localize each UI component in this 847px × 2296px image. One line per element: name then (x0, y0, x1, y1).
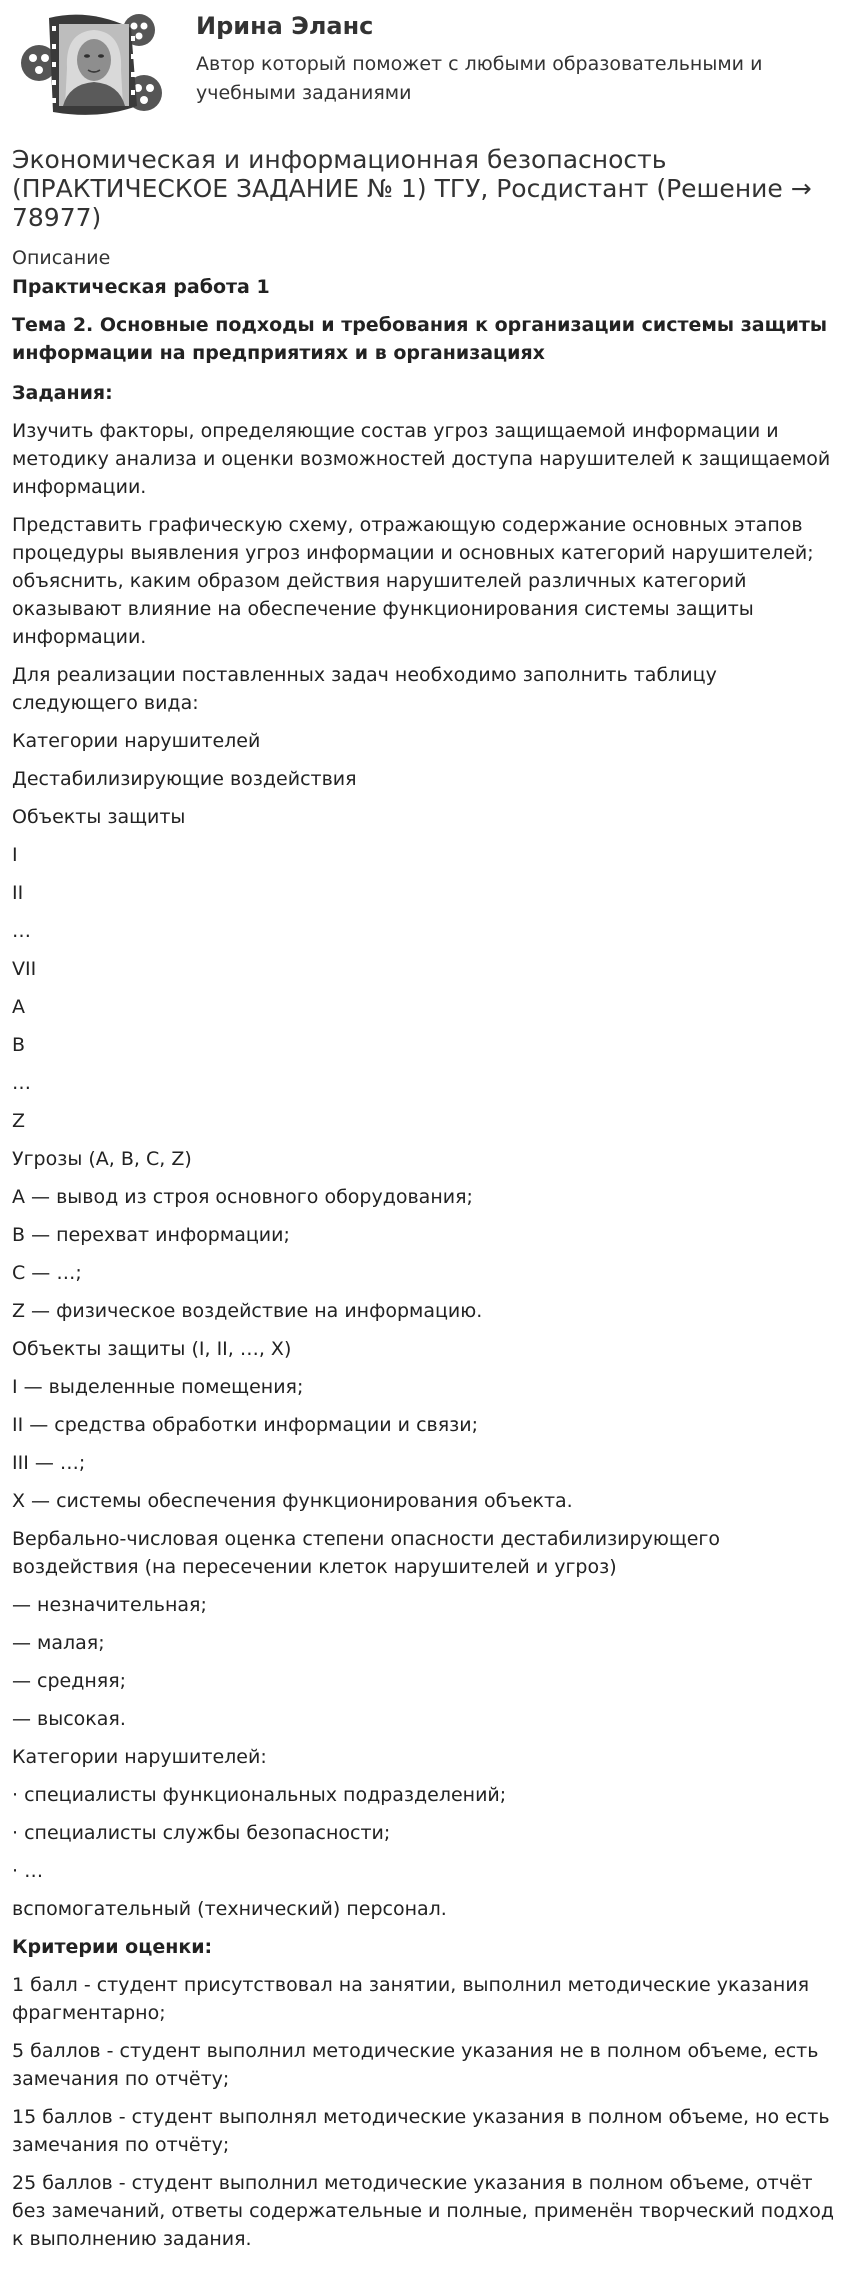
content-paragraph: Дестабилизирующие воздействия (12, 768, 357, 790)
author-avatar (19, 8, 164, 123)
content-paragraph: II — средства обработки информации и связи; (12, 1414, 478, 1436)
content-paragraph: 15 баллов - студент выполнял методические указания в полном объеме, но есть замечания по отчёту; (12, 2106, 830, 2156)
content-paragraph: Объекты защиты (12, 806, 186, 828)
content-paragraph: III — …; (12, 1452, 86, 1474)
content-paragraph: Изучить факторы, определяющие состав угроз защищаемой информации и методику анализа и оценки возможностей доступа нарушителей к защищаемой информации. (12, 420, 831, 498)
content-paragraph: A — вывод из строя основного оборудования; (12, 1186, 473, 1208)
content-paragraph: … (12, 920, 31, 942)
content-paragraph: · специалисты службы безопасности; (12, 1822, 391, 1844)
content-paragraph: — незначительная; (12, 1594, 207, 1616)
content-heading: Критерии оценки: (12, 1936, 213, 1958)
description-content (12, 273, 835, 2253)
document-title: Экономическая и информационная безопасность (ПРАКТИЧЕСКОЕ ЗАДАНИЕ № 1) ТГУ, Росдистант (Решение → 78977) (12, 145, 812, 232)
content-paragraph: — средняя; (12, 1670, 127, 1692)
content-paragraph: X — системы обеспечения функционирования объекта. (12, 1490, 573, 1512)
content-paragraph: Вербально-числовая оценка степени опасности дестабилизирующего воздействия (на пересечении клеток нарушителей и угроз) (12, 1528, 721, 1578)
author-card (12, 0, 835, 125)
content-paragraph: 25 баллов - студент выполнил методические указания в полном объеме, отчёт без замечаний, ответы содержательные и полные, применён творческий подход к выполнению задания. (12, 2172, 834, 2250)
content-paragraph: B (12, 1034, 26, 1056)
content-paragraph: B — перехват информации; (12, 1224, 290, 1246)
content-paragraph: 5 баллов - студент выполнил методические указания не в полном объеме, есть замечания по отчёту; (12, 2040, 819, 2090)
content-paragraph: 1 балл - студент присутствовал на занятии, выполнил методические указания фрагментарно; (12, 1974, 810, 2024)
content-paragraph: I — выделенные помещения; (12, 1376, 304, 1398)
content-paragraph: Z — физическое воздействие на информацию. (12, 1300, 483, 1322)
content-paragraph: · специалисты функциональных подразделений; (12, 1784, 507, 1806)
content-paragraph: VII (12, 958, 37, 980)
content-heading: Задания: (12, 382, 113, 404)
content-paragraph: — высокая. (12, 1708, 126, 1730)
content-paragraph: I (12, 844, 18, 866)
content-paragraph: II (12, 882, 24, 904)
content-paragraph: · … (12, 1860, 44, 1882)
content-paragraph: C — …; (12, 1262, 82, 1284)
content-heading: Практическая работа 1 (12, 276, 270, 298)
description-label: Описание (12, 247, 111, 269)
content-paragraph: Представить графическую схему, отражающую содержание основных этапов процедуры выявления угроз информации и основных категорий нарушителей; объяснить, каким образом действия нарушителей различных категорий оказывают влияние на обеспечение функционирования системы защиты информации. (12, 514, 814, 648)
author-description: Автор который поможет с любыми образовательными и учебными заданиями (196, 53, 763, 104)
content-paragraph: — малая; (12, 1632, 105, 1654)
content-paragraph: Z (12, 1110, 26, 1132)
content-paragraph: Объекты защиты (I, II, …, X) (12, 1338, 292, 1360)
content-paragraph: … (12, 1072, 31, 1094)
content-paragraph: вспомогательный (технический) персонал. (12, 1898, 447, 1920)
content-paragraph: Категории нарушителей: (12, 1746, 267, 1768)
content-heading: Тема 2. Основные подходы и требования к организации системы защиты информации на предприятиях и в организациях (12, 314, 828, 364)
content-paragraph: Категории нарушителей (12, 730, 261, 752)
content-paragraph: Для реализации поставленных задач необходимо заполнить таблицу следующего вида: (12, 664, 717, 714)
content-paragraph: Угрозы (A, B, C, Z) (12, 1148, 192, 1170)
author-name: Ирина Эланс (196, 12, 374, 40)
content-paragraph: A (12, 996, 25, 1018)
